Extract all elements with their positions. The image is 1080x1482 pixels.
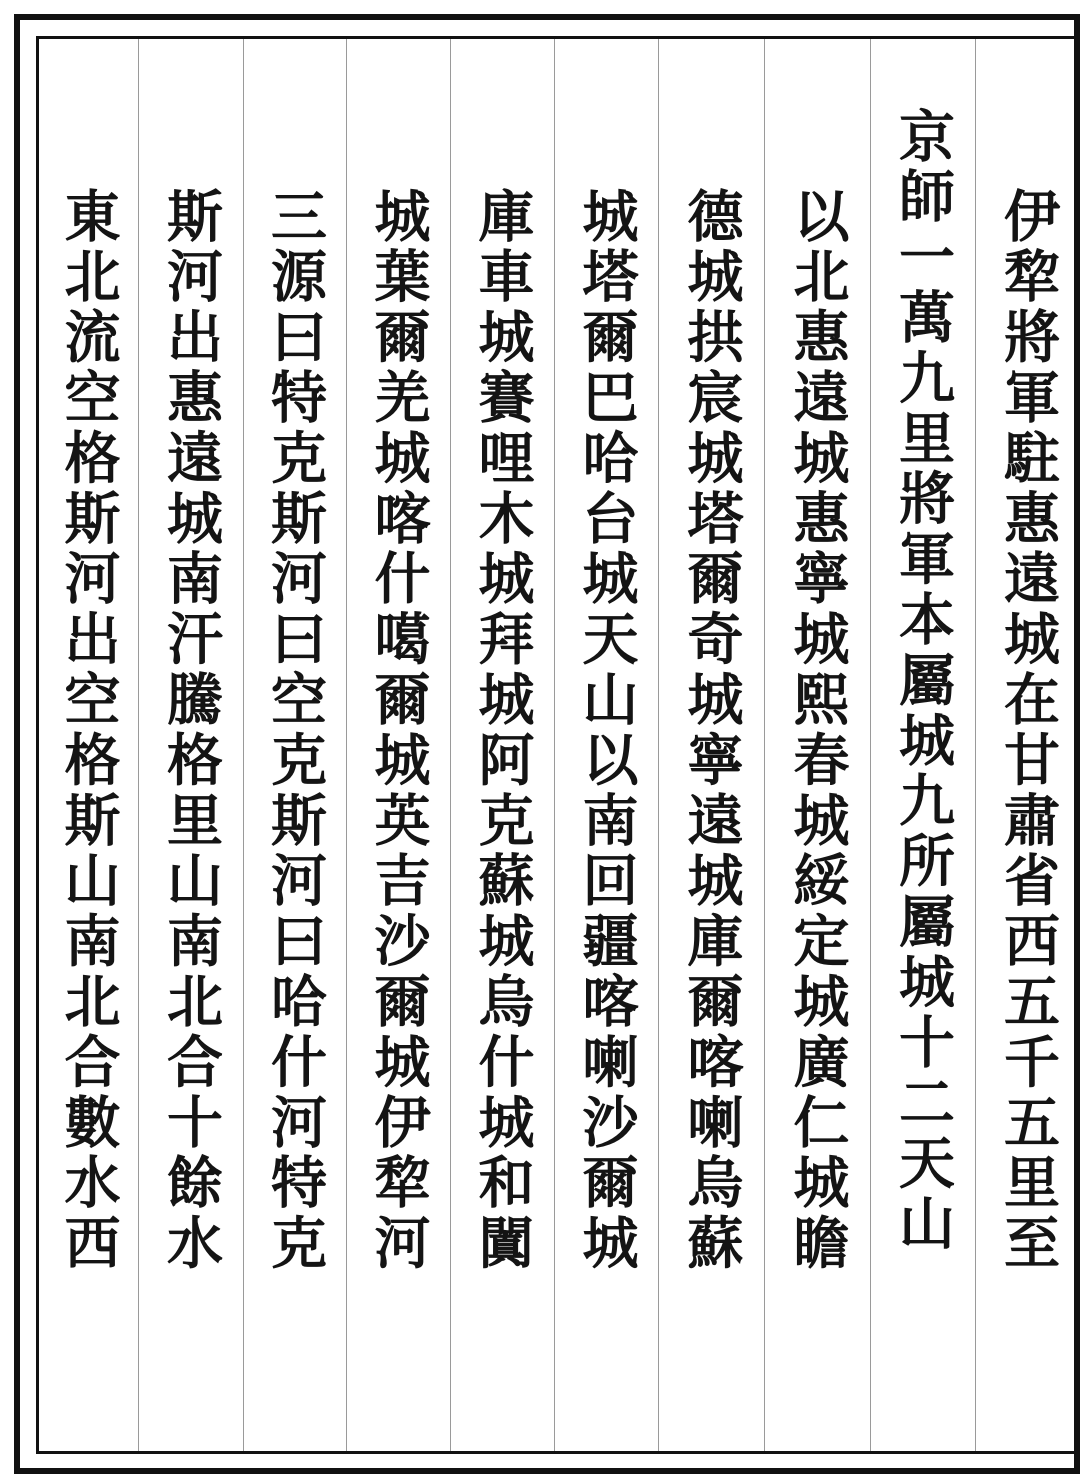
vertical-text-page: [39, 39, 1080, 1451]
text-column-1: [975, 39, 1080, 1451]
text-column-5: [554, 39, 658, 1451]
column-4-text: 德城拱宸城塔爾奇城寧遠城庫爾喀喇烏蘇: [678, 187, 745, 1275]
column-3-text: 以北惠遠城惠寧城熙春城綏定城廣仁城瞻: [784, 187, 851, 1275]
column-1-text: 伊犂將軍駐惠遠城在甘肅省西五千五里至: [995, 187, 1061, 1275]
column-7-text: 城葉爾羌城喀什噶爾城英吉沙爾城伊犂河: [365, 187, 432, 1275]
column-10-text: 東北流空格斯河出空格斯山南北合數水西: [55, 187, 122, 1275]
column-8-text: 三源曰特克斯河曰空克斯河曰哈什河特克: [262, 187, 328, 1275]
text-column-3: [764, 39, 870, 1451]
column-6-text: 庫車城賽哩木城拜城阿克蘇城烏什城和闐: [469, 187, 536, 1275]
text-column-10: [39, 39, 138, 1451]
column-9-text: 斯河出惠遠城南汗騰格里山南北合十餘水: [158, 187, 224, 1275]
column-5-text: 城塔爾巴哈台城天山以南回疆喀喇沙爾城: [573, 187, 640, 1275]
text-column-8: [243, 39, 346, 1451]
column-2-text: 京師一萬九里將軍本屬城九所屬城十二天山: [890, 107, 956, 1255]
text-column-4: [658, 39, 764, 1451]
text-column-9: [138, 39, 243, 1451]
text-column-7: [346, 39, 450, 1451]
text-column-2: [870, 39, 975, 1451]
text-column-6: [450, 39, 554, 1451]
